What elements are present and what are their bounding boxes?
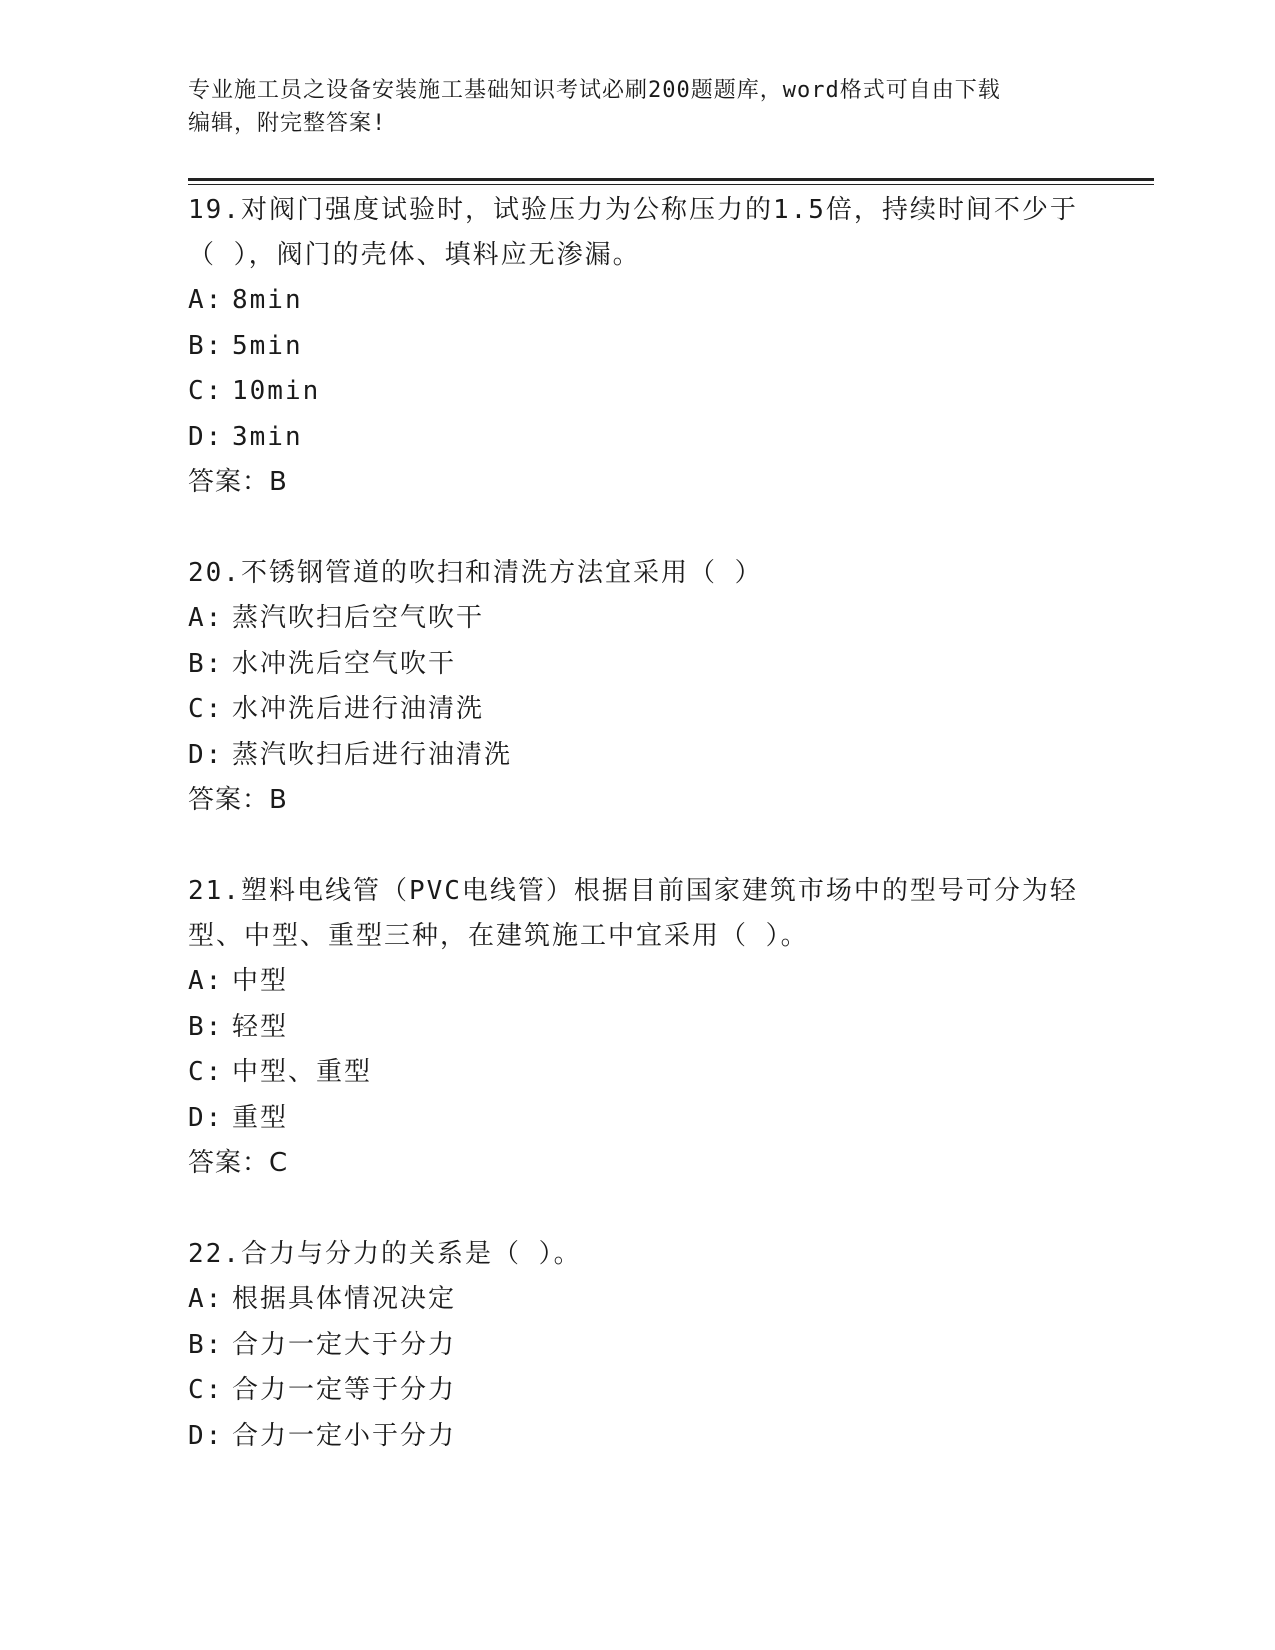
question-text: 22.合力与分力的关系是（ ）。 xyxy=(188,1239,582,1269)
option-c xyxy=(188,369,1088,415)
option-d xyxy=(188,1414,1088,1460)
option-text: 根据具体情况决定 xyxy=(232,1284,457,1314)
option-text: 水冲洗后进行油清洗 xyxy=(232,694,485,724)
option-label: D: xyxy=(188,1420,224,1451)
option-text: 10min xyxy=(232,376,321,406)
option-label: A: xyxy=(188,603,224,633)
question-20 xyxy=(188,551,1088,823)
option-d xyxy=(188,415,1088,461)
answer-line: 答案：B xyxy=(188,467,288,497)
option-a xyxy=(188,1277,1088,1323)
option-b xyxy=(188,1323,1088,1369)
header-divider-thick xyxy=(188,178,1154,181)
question-19 xyxy=(188,188,1088,505)
option-a xyxy=(188,959,1088,1005)
option-label: B: xyxy=(188,330,224,361)
option-c xyxy=(188,687,1088,733)
header-line-1: 专业施工员之设备安装施工基础知识考试必刷200题题库，word格式可自由下载 xyxy=(188,78,1001,103)
answer-line: 答案：B xyxy=(188,785,288,815)
option-text: 中型 xyxy=(232,966,289,996)
question-text: 19.对阀门强度试验时，试验压力为公称压力的1.5倍，持续时间不少于（ ），阀门的壳体、填料应无渗漏。 xyxy=(188,195,1078,270)
question-22 xyxy=(188,1232,1088,1459)
option-label: C: xyxy=(188,1375,224,1405)
option-b xyxy=(188,324,1088,370)
option-label: D: xyxy=(188,421,224,452)
option-text: 中型、重型 xyxy=(232,1057,373,1087)
option-label: C: xyxy=(188,376,224,406)
option-c xyxy=(188,1050,1088,1096)
option-text: 合力一定等于分力 xyxy=(232,1375,457,1405)
option-label: B: xyxy=(188,1329,224,1360)
option-text: 轻型 xyxy=(232,1011,289,1042)
option-d xyxy=(188,733,1088,779)
option-label: D: xyxy=(188,739,224,770)
option-label: A: xyxy=(188,1284,224,1314)
option-text: 8min xyxy=(232,285,303,315)
question-21 xyxy=(188,869,1088,1186)
option-b xyxy=(188,642,1088,688)
document-header xyxy=(188,74,1068,140)
option-label: D: xyxy=(188,1102,224,1133)
option-text: 蒸汽吹扫后进行油清洗 xyxy=(232,739,513,770)
question-text: 20.不锈钢管道的吹扫和清洗方法宜采用（ ） xyxy=(188,558,763,588)
option-text: 蒸汽吹扫后空气吹干 xyxy=(232,603,485,633)
option-label: C: xyxy=(188,694,224,724)
header-divider-thin xyxy=(188,184,1154,185)
option-text: 水冲洗后空气吹干 xyxy=(232,648,457,679)
option-b xyxy=(188,1005,1088,1051)
option-text: 合力一定小于分力 xyxy=(232,1420,457,1451)
option-text: 3min xyxy=(232,421,303,452)
option-text: 5min xyxy=(232,330,303,361)
option-a xyxy=(188,278,1088,324)
option-label: B: xyxy=(188,1011,224,1042)
option-label: C: xyxy=(188,1057,224,1087)
option-d xyxy=(188,1096,1088,1142)
question-text: 21.塑料电线管（PVC电线管）根据目前国家建筑市场中的型号可分为轻型、中型、重型三种，在建筑施工中宜采用（ ）。 xyxy=(188,876,1078,951)
answer-line: 答案：C xyxy=(188,1148,289,1178)
option-label: A: xyxy=(188,285,224,315)
option-label: A: xyxy=(188,966,224,996)
header-line-2: 编辑，附完整答案! xyxy=(188,111,387,136)
option-a xyxy=(188,596,1088,642)
option-label: B: xyxy=(188,648,224,679)
question-list xyxy=(188,188,1088,1505)
option-c xyxy=(188,1368,1088,1414)
option-text: 合力一定大于分力 xyxy=(232,1329,457,1360)
option-text: 重型 xyxy=(232,1102,289,1133)
